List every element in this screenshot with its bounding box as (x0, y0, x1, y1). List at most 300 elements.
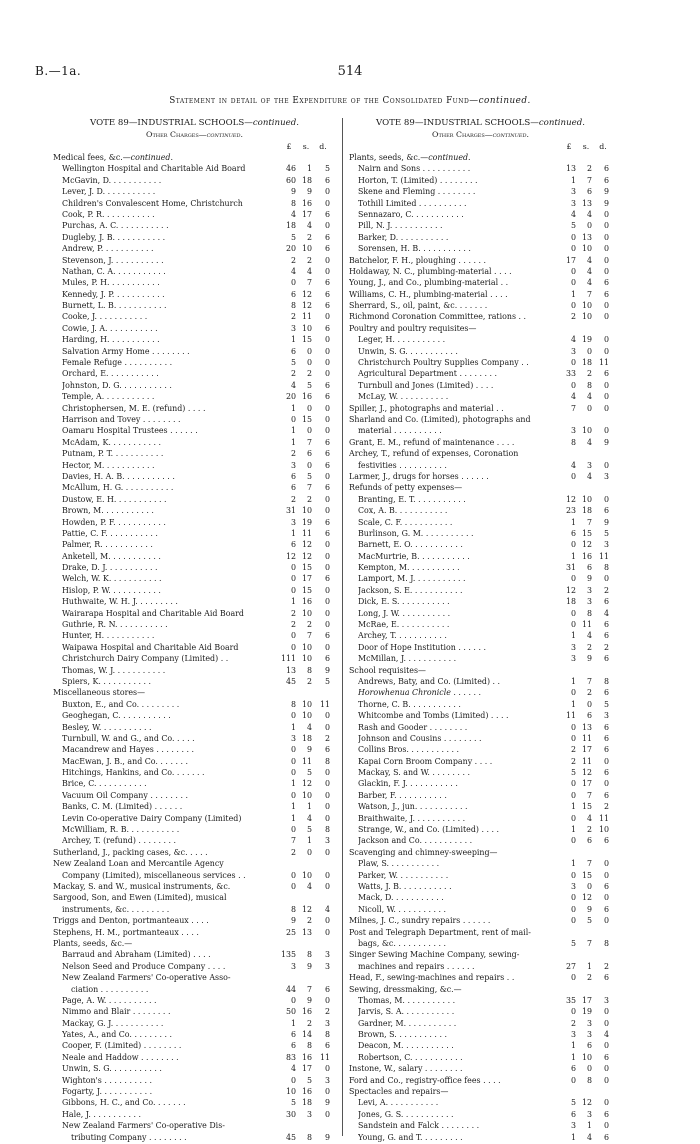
ledger-item: Holdaway, N. C., plumbing-material . . . . (349, 266, 512, 276)
ledger-item: Rash and Gooder . . . . . . . . (358, 722, 468, 732)
pounds-value: 1 (570, 699, 576, 709)
ledger-item: Thomas, W. J. . . . . . . . . . . (62, 665, 166, 675)
shillings-value: 15 (301, 585, 312, 595)
pence-value: 6 (603, 836, 609, 846)
shillings-value: 10 (581, 1052, 592, 1062)
ledger-item: Neale and Haddow . . . . . . . . (62, 1052, 179, 1062)
pounds-value: 0 (570, 836, 576, 846)
shillings-value: 16 (301, 1052, 312, 1062)
pence-value: 6 (324, 244, 330, 254)
shillings-value: 2 (306, 676, 312, 686)
pounds-value: 9 (290, 187, 296, 197)
ledger-item: Page, A. W. . . . . . . . . . . (62, 995, 157, 1005)
shillings-value: 7 (586, 517, 592, 527)
pence-value: 6 (603, 745, 609, 755)
shillings-value: 0 (586, 1064, 592, 1074)
pounds-value: 135 (280, 950, 296, 960)
shillings-value: 17 (301, 209, 312, 219)
shillings-value: 4 (586, 392, 592, 402)
pence-value: 9 (603, 187, 609, 197)
pence-value: 6 (324, 323, 330, 333)
shillings-value: 11 (301, 756, 312, 766)
pounds-value: 4 (290, 266, 296, 276)
shillings-value: 5 (306, 471, 312, 481)
pence-value: 6 (324, 209, 330, 219)
ledger-item: Milnes, J. C., sundry repairs . . . . . . (349, 916, 491, 926)
shillings-value: 18 (301, 733, 312, 743)
pence-value: 6 (603, 164, 609, 174)
pounds-value: 2 (290, 847, 296, 857)
left-column (53, 117, 336, 1143)
ledger-item: Sandstein and Falck . . . . . . . . (358, 1121, 480, 1131)
shillings-value: 17 (581, 779, 592, 789)
ledger-row (349, 266, 612, 277)
pounds-value: 0 (570, 301, 576, 311)
pence-value: 0 (324, 403, 330, 413)
shillings-value: 17 (581, 995, 592, 1005)
pence-value: 0 (324, 506, 330, 516)
shillings-value: 10 (581, 494, 592, 504)
ledger-item: Mackay, S. and W., musical instruments, &c. (53, 882, 231, 891)
ledger-item: festivities . . . . . . . . . . (358, 460, 447, 470)
pence-value: 0 (324, 722, 330, 732)
shillings-value: 15 (301, 335, 312, 345)
shillings-value: 13 (581, 232, 592, 242)
pence-value: 3 (324, 961, 330, 971)
pence-value: 0 (324, 916, 330, 926)
vote-heading (53, 117, 336, 129)
ledger-row (53, 596, 336, 607)
pence-value: 0 (324, 426, 330, 436)
ledger-row (53, 835, 336, 846)
ledger-item: Larmer, J., drugs for horses . . . . . . (349, 471, 489, 481)
shillings-value: 10 (301, 870, 312, 880)
ledger-item: Young, J., and Co., plumbing-material . . (349, 278, 509, 288)
ledger-item: material . . . . . . . . . . (358, 426, 442, 436)
ledger-item: Levi, A. . . . . . . . . . . (358, 1098, 439, 1108)
subheading-continued: continued. (492, 130, 529, 139)
ledger-row (349, 311, 612, 322)
pounds-value: 0 (570, 1007, 576, 1017)
shillings-value: 2 (306, 232, 312, 242)
pounds-value: 0 (570, 266, 576, 276)
pence-value: 0 (324, 494, 330, 504)
ledger-item: machines and repairs . . . . . . (358, 961, 475, 971)
ledger-item: Archey, T. . . . . . . . . . . (358, 631, 447, 641)
pounds-value: 1 (290, 802, 296, 812)
pence-value: 6 (324, 175, 330, 185)
ledger-item: McAdam, K. . . . . . . . . . . (62, 437, 162, 447)
ledger-item: Head, F., sewing-machines and repairs . . (349, 973, 515, 983)
pence-value: 4 (603, 608, 609, 618)
pounds-value: 0 (570, 244, 576, 254)
ledger-item: Long, J. W. . . . . . . . . . . (358, 608, 451, 618)
shillings-value: 1 (586, 961, 592, 971)
pence-value: 3 (603, 540, 609, 550)
ledger-item: Grant, E. M., refund of maintenance . . . . (349, 437, 515, 447)
shillings-value: 13 (581, 198, 592, 208)
pence-value: 6 (324, 517, 330, 527)
pence-value: 0 (324, 551, 330, 561)
pounds-value: 0 (290, 756, 296, 766)
shillings-value: 13 (301, 927, 312, 937)
pounds-value: 4 (570, 335, 576, 345)
ledger-item: Wellington Hospital and Charitable Aid Board (62, 164, 246, 174)
ledger-row (349, 984, 612, 995)
ledger-row (349, 608, 612, 619)
ledger-row (349, 562, 612, 573)
pence-value: 0 (324, 540, 330, 550)
ledger-item: Mack, D. . . . . . . . . . . (358, 893, 444, 903)
pounds-value: 1 (570, 517, 576, 527)
shillings-value: 2 (306, 494, 312, 504)
shillings-value: 3 (586, 460, 592, 470)
pounds-value: 2 (290, 608, 296, 618)
ledger-row (53, 448, 336, 459)
ledger-item: Singer Sewing Machine Company, sewing- (349, 950, 520, 960)
pounds-value: 0 (290, 870, 296, 880)
shillings-value: 2 (586, 688, 592, 698)
pounds-value: 11 (565, 711, 576, 721)
statement-title (0, 96, 700, 106)
shillings-value: 15 (301, 563, 312, 573)
continued-marker: continued. (130, 153, 173, 162)
pounds-value: 1 (570, 802, 576, 812)
ledger-row (53, 573, 336, 584)
ledger-row (53, 1075, 336, 1086)
ledger-item: Post and Telegraph Department, rent of mail- (349, 927, 531, 937)
ledger-item: Hector, M. . . . . . . . . . . (62, 460, 155, 470)
pence-value: 6 (324, 1041, 330, 1051)
pence-value: 0 (324, 768, 330, 778)
ledger-row (53, 630, 336, 641)
shillings-value: 17 (581, 745, 592, 755)
pence-value: 9 (324, 1098, 330, 1108)
pounds-value: 10 (285, 1087, 296, 1097)
ledger-item: Door of Hope Institution . . . . . . (358, 642, 486, 652)
pence-value: 6 (324, 984, 330, 994)
ledger-row (349, 425, 612, 436)
pounds-value: 7 (570, 403, 576, 413)
pence-value: 0 (324, 1109, 330, 1119)
ledger-item: Triggs and Denton, portmanteaux . . . . (53, 916, 209, 926)
pounds-value: 6 (570, 1109, 576, 1119)
ledger-row (349, 163, 612, 174)
ledger-row (53, 266, 336, 277)
ledger-row (53, 517, 336, 528)
ledger-row (53, 186, 336, 197)
ledger-row (349, 1120, 612, 1131)
pence-value: 6 (324, 392, 330, 402)
pence-value: 6 (324, 483, 330, 493)
ledger-item: McWilliam, R. B. . . . . . . . . . . (62, 825, 180, 835)
ledger-row (349, 460, 612, 471)
shillings-value: 12 (581, 893, 592, 903)
pence-value: 11 (598, 358, 609, 368)
ledger-item: Cooper, F. (Limited) . . . . . . . . (62, 1041, 182, 1051)
pence-value: 0 (324, 358, 330, 368)
ledger-row (349, 756, 612, 767)
ledger-item: Besley, W. . . . . . . . . . . (62, 722, 152, 732)
pounds-value: 6 (570, 1064, 576, 1074)
pounds-value: 0 (290, 882, 296, 891)
ledger-item: Cox, A. B. . . . . . . . . . . (358, 506, 448, 516)
pounds-value: 20 (285, 244, 296, 254)
ledger-row (349, 790, 612, 801)
ledger-row (349, 391, 612, 402)
shillings-value: 9 (586, 904, 592, 914)
shillings-value: 7 (306, 631, 312, 641)
ledger-item: Company (Limited), miscellaneous services . . (62, 870, 246, 880)
shillings-value: 10 (581, 312, 592, 322)
pence-value: 6 (603, 733, 609, 743)
ledger-item: Andrew, P. . . . . . . . . . . (62, 244, 154, 254)
pounds-value: 3 (290, 961, 296, 971)
pence-value: 6 (324, 437, 330, 447)
ledger-item: Levin Co-operative Dairy Company (Limited) (62, 813, 242, 823)
pence-value: 0 (324, 414, 330, 424)
pence-value: 0 (324, 187, 330, 197)
pounds-value: 3 (570, 426, 576, 436)
shillings-value: 10 (301, 711, 312, 721)
shillings-value: 10 (301, 790, 312, 800)
pence-value: 0 (603, 893, 609, 903)
ledger-item: Barber, F. . . . . . . . . . . (358, 790, 447, 800)
pence-value: 6 (603, 790, 609, 800)
pounds-value: 5 (570, 938, 576, 948)
pence-value: 0 (324, 813, 330, 823)
pounds-value: 6 (290, 540, 296, 550)
pounds-value: 45 (285, 676, 296, 686)
ledger-item: Hislop, P. W. . . . . . . . . . . (62, 585, 161, 595)
pence-value: 9 (603, 517, 609, 527)
pence-value: 11 (598, 813, 609, 823)
ledger-item: New Zealand Farmers' Co-operative Dis- (62, 1121, 225, 1131)
shillings-value: 12 (581, 768, 592, 778)
pence-value: 6 (603, 973, 609, 983)
shillings-value: 4 (306, 221, 312, 231)
ledger-row (53, 847, 336, 858)
pence-value: 0 (603, 1007, 609, 1017)
ledger-row (53, 232, 336, 243)
ledger-row (53, 1018, 336, 1029)
pence-value: 0 (603, 380, 609, 390)
ledger-item: Jones, G. S. . . . . . . . . . . (358, 1109, 454, 1119)
ledger-row (349, 870, 612, 881)
ledger-item: Geoghegan, C. . . . . . . . . . . (62, 711, 171, 721)
pence-value: 6 (603, 768, 609, 778)
ledger-item: Wairarapa Hospital and Charitable Aid Board (62, 608, 244, 618)
ledger-item: Cooke, J. . . . . . . . . . . (62, 312, 148, 322)
pence-value: 8 (324, 756, 330, 766)
pounds-value: 46 (285, 164, 296, 174)
ledger-row (53, 277, 336, 288)
pence-value: 0 (324, 608, 330, 618)
vote-heading-continued: continued. (538, 118, 585, 128)
shillings-value: 4 (306, 266, 312, 276)
pounds-value: 30 (285, 1109, 296, 1119)
ledger-item: New Zealand Farmers' Co-operative Asso- (62, 973, 231, 983)
ledger-row (53, 243, 336, 254)
ledger-row (349, 1132, 612, 1143)
ledger-item: Howden, P. F. . . . . . . . . . . (62, 517, 166, 527)
vote-heading-continued: continued. (252, 118, 299, 128)
ledger-item: School requisites— (349, 665, 426, 675)
ledger-row (349, 289, 612, 300)
ledger-row (53, 1109, 336, 1120)
pence-value: 0 (603, 221, 609, 231)
shillings-value: 7 (306, 483, 312, 493)
pounds-value: 2 (290, 620, 296, 630)
pounds-value: 0 (570, 471, 576, 481)
pence-value: 0 (603, 312, 609, 322)
ledger-row (53, 653, 336, 664)
pence-value: 0 (324, 847, 330, 857)
ledger-item: Spiers, K. . . . . . . . . . . (62, 676, 152, 686)
shillings-value: 7 (586, 790, 592, 800)
ledger-row (349, 710, 612, 721)
ledger-item: Scale, C. F. . . . . . . . . . . (358, 517, 453, 527)
ledger-item: Kennedy, J. P. . . . . . . . . . . (62, 289, 165, 299)
pounds-value: 3 (570, 1121, 576, 1131)
pounds-value: 0 (570, 1075, 576, 1085)
ledger-row (53, 482, 336, 493)
pounds-value: 13 (565, 164, 576, 174)
ledger-item: Hitchings, Hankins, and Co. . . . . . . (62, 768, 205, 778)
right-column (349, 117, 612, 1143)
pounds-value: 0 (290, 642, 296, 652)
shillings-value: 12 (301, 551, 312, 561)
shillings-value: 4 (586, 209, 592, 219)
ledger-item: McMillan, J. . . . . . . . . . . (358, 654, 457, 664)
shillings-value: 0 (306, 346, 312, 356)
shillings-value: 4 (306, 882, 312, 891)
ledger-row (53, 414, 336, 425)
pounds-value: 1 (570, 1132, 576, 1142)
pounds-value: 0 (570, 973, 576, 983)
ledger-item: Sharland and Co. (Limited), photographs and (349, 414, 531, 424)
ledger-row (349, 824, 612, 835)
shillings-value: 0 (586, 221, 592, 231)
pence-value: 3 (324, 950, 330, 960)
ledger-row (349, 1006, 612, 1017)
shillings-value: 10 (581, 426, 592, 436)
pence-value: 0 (324, 266, 330, 276)
ledger-item: Tothill Limited . . . . . . . . . . (358, 198, 467, 208)
pounds-value: 4 (570, 460, 576, 470)
ledger-row (349, 835, 612, 846)
pounds-value: 1 (290, 403, 296, 413)
pence-value: 0 (603, 232, 609, 242)
pounds-value: 0 (570, 358, 576, 368)
ledger-row (53, 870, 336, 881)
pounds-value: 2 (570, 312, 576, 322)
ledger-row (349, 551, 612, 562)
pence-value: 3 (324, 1018, 330, 1028)
pence-value: 2 (603, 642, 609, 652)
ledger-item: Gibbons, H. C., and Co. . . . . . . (62, 1098, 186, 1108)
shillings-value: 2 (586, 164, 592, 174)
pence-value: 0 (324, 882, 330, 891)
pounds-value: 1 (290, 426, 296, 436)
ledger-row (349, 539, 612, 550)
pence-value: 6 (603, 654, 609, 664)
shillings-header: s. (582, 142, 590, 151)
ledger-item: Sargood, Son, and Ewen (Limited), musical (53, 893, 227, 903)
ledger-item: Collins Bros. . . . . . . . . . . (358, 745, 460, 755)
pence-value: 0 (603, 1041, 609, 1051)
ledger-row (53, 585, 336, 596)
shillings-value: 2 (306, 255, 312, 265)
shillings-value: 5 (306, 825, 312, 835)
ledger-row (53, 334, 336, 345)
shillings-value: 8 (586, 608, 592, 618)
pounds-value: 3 (570, 198, 576, 208)
pence-value: 0 (603, 1064, 609, 1074)
ledger-row (349, 676, 612, 687)
pence-value: 0 (324, 312, 330, 322)
pence-value: 0 (603, 301, 609, 311)
ledger-row (53, 642, 336, 653)
pounds-value: 0 (570, 620, 576, 630)
ledger-item: Strange, W., and Co. (Limited) . . . . (358, 825, 500, 835)
ledger-row (53, 790, 336, 801)
pence-header: d. (319, 142, 327, 151)
pence-value: 6 (603, 882, 609, 891)
ledger-item: Brown, S. . . . . . . . . . . (358, 1030, 447, 1040)
statement-title-continued: continued. (478, 96, 531, 106)
pence-value: 0 (324, 1064, 330, 1074)
shillings-value: 2 (586, 825, 592, 835)
ledger-row (53, 460, 336, 471)
ledger-item: Cowie, J. A. . . . . . . . . . . (62, 323, 158, 333)
pence-value: 0 (324, 642, 330, 652)
ledger-item: Drake, D. J. . . . . . . . . . . (62, 563, 158, 573)
ledger-item: Davies, H. A. B. . . . . . . . . . . (62, 471, 175, 481)
pence-value: 6 (603, 175, 609, 185)
shillings-value: 4 (586, 813, 592, 823)
ledger-row (349, 186, 612, 197)
pounds-value: 27 (565, 961, 576, 971)
pence-value: 9 (324, 665, 330, 675)
ledger-row (53, 881, 336, 892)
pence-value: 6 (324, 289, 330, 299)
shillings-value: 8 (586, 1075, 592, 1085)
vote-heading (349, 117, 612, 129)
ledger-item: Christchurch Dairy Company (Limited) . . (62, 654, 229, 664)
ledger-row (53, 471, 336, 482)
ledger-item: Stevenson, J. . . . . . . . . . . (62, 255, 164, 265)
ledger-item: Dugleby, J. B. . . . . . . . . . . (62, 232, 166, 242)
pence-value: 0 (603, 392, 609, 402)
ledger-row (349, 471, 612, 482)
shillings-value: 19 (301, 517, 312, 527)
pence-value: 6 (324, 449, 330, 459)
shillings-value: 18 (581, 506, 592, 516)
pence-value: 0 (603, 346, 609, 356)
pounds-value: 1 (290, 335, 296, 345)
pence-value: 0 (603, 779, 609, 789)
shillings-value: 8 (306, 1041, 312, 1051)
pounds-value: 3 (290, 323, 296, 333)
pounds-value: 0 (570, 574, 576, 584)
ledger-row (53, 1086, 336, 1097)
pence-value: 0 (603, 460, 609, 470)
ledger-row (53, 425, 336, 436)
pounds-value: 0 (290, 585, 296, 595)
ledger-item: Horton, T. (Limited) . . . . . . . . (358, 175, 478, 185)
pence-value: 3 (324, 836, 330, 846)
